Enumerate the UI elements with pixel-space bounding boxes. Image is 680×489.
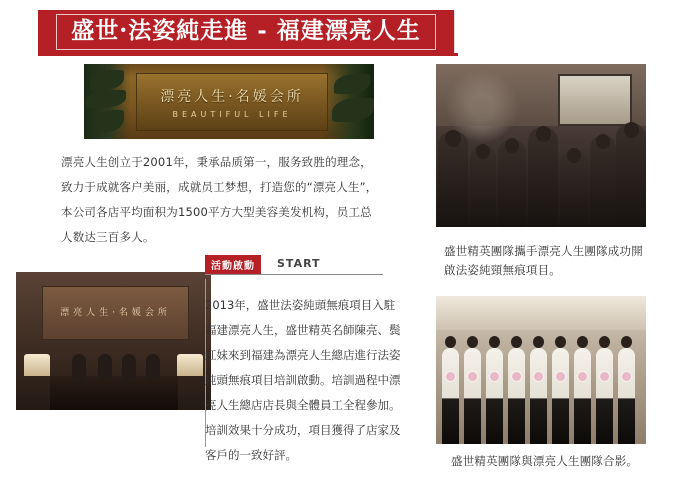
lobby-staff (98, 354, 112, 380)
team-member (442, 348, 459, 444)
start-badge: 活動啟動 (205, 255, 261, 275)
event-projection-screen (558, 74, 632, 126)
event-person-head (536, 126, 551, 142)
event-person-head (505, 138, 519, 153)
signboard-plaque (136, 73, 328, 131)
team-member-head (445, 336, 456, 348)
event-person-head (476, 144, 490, 159)
bouquet-icon (446, 372, 455, 381)
lobby-reception-desk (50, 376, 178, 410)
lobby-lamp (177, 354, 203, 376)
lobby-staff (72, 354, 86, 380)
team-member (618, 348, 635, 444)
team-member-head (511, 336, 522, 348)
lobby-wall-text: 漂亮人生·名媛会所 (60, 308, 171, 318)
bouquet-icon (622, 372, 631, 381)
page-title: 盛世·法姿純走進 - 福建漂亮人生 (56, 14, 436, 50)
lobby-staff (122, 354, 136, 380)
team-member (530, 348, 547, 444)
bouquet-icon (534, 372, 543, 381)
event-person (528, 127, 558, 227)
team-member-head (621, 336, 632, 348)
plant-leaf-icon (94, 110, 124, 132)
team-member-head (533, 336, 544, 348)
signboard-photo (84, 64, 374, 139)
signboard-chinese-text: 漂亮人生·名媛会所 (160, 88, 304, 105)
bouquet-icon (490, 372, 499, 381)
event-person-head (624, 122, 639, 138)
bouquet-icon (468, 372, 477, 381)
team-member (552, 348, 569, 444)
signboard-english-text: BEAUTIFUL LIFE (172, 109, 292, 119)
team-member-head (467, 336, 478, 348)
page-title-banner (38, 10, 454, 53)
event-person-head (596, 134, 610, 149)
event-person-head (567, 148, 581, 163)
team-member (508, 348, 525, 444)
start-paragraph: 2013年，盛世法姿純頭無痕項目入駐福建漂亮人生，盛世精英名師陳亮、鬓紅妹來到福建為漂亮人生總店進行法姿純頭無痕項目培訓啟動。培訓過程中漂亮人生總店店長與全體員工全程參加。培訓效果十分成功，項目獲得了店家及客戶的一致好評。 (205, 298, 401, 462)
start-english-label: START (277, 257, 321, 270)
event-person (616, 123, 646, 227)
plant-leaf-icon (332, 98, 374, 122)
lobby-staff (146, 354, 160, 380)
plant-leaf-icon (334, 74, 370, 94)
start-section-header (205, 255, 410, 277)
bouquet-icon (512, 372, 521, 381)
event-person-head (445, 130, 461, 147)
team-member (596, 348, 613, 444)
start-header-rule (205, 274, 383, 275)
title-underline (38, 53, 458, 56)
team-member (574, 348, 591, 444)
lobby-lamp (24, 354, 50, 376)
team-member (464, 348, 481, 444)
bouquet-icon (578, 372, 587, 381)
team-photo-caption: 盛世精英團隊與漂亮人生團隊合影。 (451, 454, 639, 468)
team-member (486, 348, 503, 444)
team-photo (436, 296, 646, 444)
team-member-head (489, 336, 500, 348)
event-photo-caption: 盛世精英團隊攜手漂亮人生團隊成功開啟法姿純頸無痕項目。 (444, 244, 643, 277)
event-photo (436, 64, 646, 227)
bouquet-icon (600, 372, 609, 381)
team-member-head (577, 336, 588, 348)
intro-paragraph: 漂亮人生创立于2001年，秉承品质第一，服务致胜的理念，致力于成就客户美丽，成就员工梦想，打造您的“漂亮人生”，本公司各店平均面积为1500平方大型美容美发机构，员工总人数达三百多人。 (61, 155, 378, 244)
lobby-wall-sign (42, 286, 189, 340)
team-member-head (555, 336, 566, 348)
team-member-head (599, 336, 610, 348)
start-section (205, 255, 410, 468)
plant-leaf-icon (90, 70, 124, 90)
bouquet-icon (556, 372, 565, 381)
team-photo-backdrop (436, 296, 646, 330)
lobby-photo (16, 272, 211, 410)
plant-leaf-icon (86, 90, 126, 108)
